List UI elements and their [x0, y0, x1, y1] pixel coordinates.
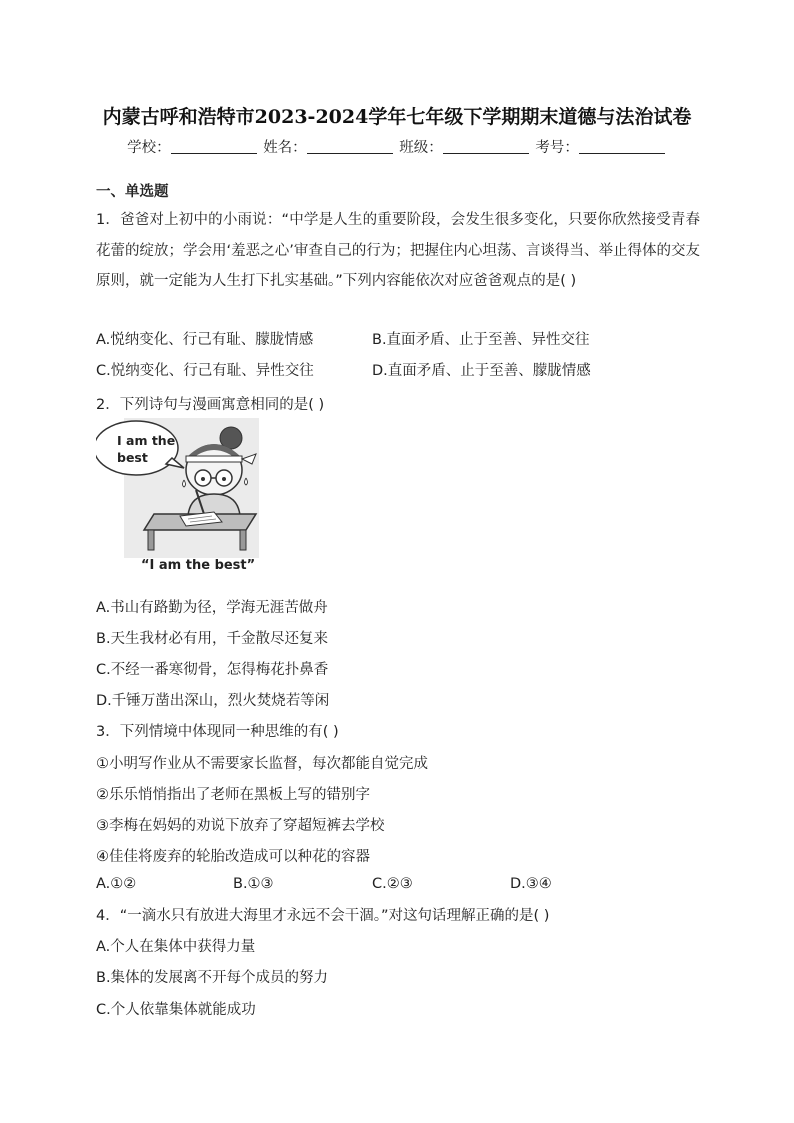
q4-option-a: A.个人在集体中获得力量: [96, 939, 256, 955]
q4-option-c: C.个人依靠集体就能成功: [96, 1002, 256, 1018]
q3-statement-4: ④佳佳将废弃的轮胎改造成可以种花的容器: [96, 849, 370, 865]
cartoon-caption: “I am the best”: [141, 558, 256, 573]
name-blank[interactable]: [307, 139, 393, 154]
exam-title: 内蒙古呼和浩特市2023-2024学年七年级下学期期末道德与法治试卷: [102, 106, 692, 128]
question-1-stem: 1．爸爸对上初中的小雨说：“中学是人生的重要阶段，会发生很多变化，只要你欣然接受青春花蕾的绽放；学会用‘羞恶之心’审查自己的行为；把握住内心坦荡、言谈得当、举止得体的交友原则，就一定能为人生打下扎实基础。”下列内容能依次对应爸爸观点的是( ): [96, 212, 700, 289]
q3-option-a: A.①②: [96, 876, 137, 892]
cartoon-illustration: [96, 418, 306, 558]
question-3-stem: 3．下列情境中体现同一种思维的有( ): [96, 724, 339, 740]
bubble-text-line1: I am the: [117, 433, 176, 448]
q3-option-b: B.①③: [233, 876, 274, 892]
class-blank[interactable]: [443, 139, 529, 154]
exam-no-blank[interactable]: [579, 139, 665, 154]
question-4-stem: 4．“一滴水只有放进大海里才永远不会干涸。”对这句话理解正确的是( ): [96, 908, 550, 924]
exam-no-label: 考号：: [535, 140, 579, 156]
q1-option-a: A.悦纳变化、行己有耻、朦胧情感: [96, 332, 314, 348]
q2-option-d: D.千锤万凿出深山，烈火焚烧若等闲: [96, 693, 330, 709]
bubble-text-line2: best: [117, 450, 148, 465]
q2-option-a: A.书山有路勤为径，学海无涯苦做舟: [96, 600, 328, 616]
q2-option-b: B.天生我材必有用，千金散尽还复来: [96, 631, 329, 647]
q3-statement-2: ②乐乐悄悄指出了老师在黑板上写的错别字: [96, 787, 370, 803]
student-info-line: [0, 136, 794, 157]
class-label: 班级：: [399, 140, 443, 156]
q3-option-d: D.③④: [510, 876, 552, 892]
school-label: 学校：: [127, 140, 171, 156]
q2-option-c: C.不经一番寒彻骨，怎得梅花扑鼻香: [96, 662, 329, 678]
q1-option-c: C.悦纳变化、行己有耻、异性交往: [96, 363, 314, 379]
section-heading: 一、单选题: [96, 184, 169, 200]
name-label: 姓名：: [263, 140, 307, 156]
q1-option-d: D.直面矛盾、止于至善、朦胧情感: [372, 363, 591, 379]
question-2-stem: 2．下列诗句与漫画寓意相同的是( ): [96, 397, 325, 413]
q3-statement-1: ①小明写作业从不需要家长监督，每次都能自觉完成: [96, 756, 428, 772]
cartoon-figure: [96, 418, 306, 558]
q4-option-b: B.集体的发展离不开每个成员的努力: [96, 970, 329, 986]
school-blank[interactable]: [171, 139, 257, 154]
q1-option-b: B.直面矛盾、止于至善、异性交往: [372, 332, 590, 348]
q3-option-c: C.②③: [372, 876, 413, 892]
q3-statement-3: ③李梅在妈妈的劝说下放弃了穿超短裤去学校: [96, 818, 385, 834]
